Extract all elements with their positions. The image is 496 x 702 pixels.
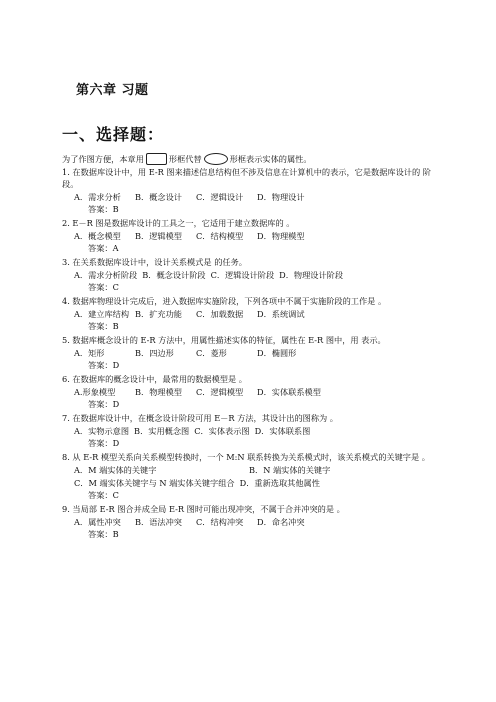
option: D．物理设计阶段 [279,269,344,280]
option: B．四边形 [135,347,174,358]
option: A.形象模型 [74,386,116,397]
answer: 答案：D [88,399,120,409]
answer: 答案：D [88,360,120,370]
ellipse-shape-icon [204,153,228,165]
option-row [62,476,440,489]
question-stem: 8. 从 E-R 模型关系向关系模型转换时，一个 M:N 联系转换为关系模式时，该关系模式的关键字是 。 [62,452,430,462]
question-stem: 5. 数据库概念设计的 E-R 方法中，用属性描述实体的特征，属性在 E-R 图中，用 表示。 [62,335,386,345]
option: D．实体联系图 [254,425,311,436]
answer: 答案：A [88,243,119,253]
option-row [62,385,440,398]
option: B．语法冲突 [135,516,182,527]
option: C．M 端实体关键字与 N 端实体关键字组合 [74,477,235,488]
option: A．矩形 [74,347,105,358]
question-stem: 9. 当局部 E-R 图合并成全局 E-R 图时可能出现冲突，不属于合并冲突的是 。 [62,504,345,514]
option: C．结构模型 [196,230,244,241]
option-row [62,268,440,281]
answer: 答案：C [88,490,119,500]
option-row [62,463,440,476]
option: B．物理模型 [135,386,182,397]
option: A．属性冲突 [74,516,121,527]
option: B．实用概念图 [134,425,190,436]
intro-line [62,153,440,165]
option: D．重新选取其他属性 [239,477,320,488]
rectangle-shape-icon [146,153,167,165]
option-row [62,424,440,437]
intro-text: 为了作图方便，本章用 [62,154,144,164]
option: A．建立库结构 [74,308,130,319]
option: B．概念设计阶段 [142,269,206,280]
chapter-title: 第六章 习题 [76,83,149,98]
option: B．逻辑模型 [135,230,182,241]
option: D．物理模型 [257,230,305,241]
answer: 答案：B [88,204,119,214]
option-row [62,229,440,242]
option: A．实物示意图 [74,425,130,436]
option-row [62,307,440,320]
option: A．需求分析 [74,191,121,202]
answer: 答案：C [88,282,119,292]
option: D．物理设计 [257,191,305,202]
option: D．椭圆形 [257,347,297,358]
question-item [62,334,440,372]
option: D．实体联系模型 [257,386,321,397]
intro-text: 形框表示实体的属性。 [229,154,312,164]
question-item [62,166,440,216]
question-stem: 2. E－R 图是数据库设计的工具之一，它适用于建立数据库的 。 [62,218,295,228]
question-item [62,256,440,294]
answer: 答案：B [88,529,119,539]
option: B．N 端实体的关键字 [249,464,331,475]
option: A．需求分析阶段 [74,269,138,280]
section-title: 一、选择题： [62,125,165,144]
answer: 答案：B [88,321,119,331]
question-item [62,217,440,255]
option: C．结构冲突 [196,516,244,527]
question-stem: 1. 在数据库设计中，用 E-R 图来描述信息结构但不涉及信息在计算机中的表示，它是数据库设计的 阶段。 [62,167,431,189]
question-list [62,153,440,541]
question-item [62,412,440,450]
question-item [62,295,440,333]
question-item [62,503,440,541]
option-row [62,190,440,203]
intro-text: 形框代替 [168,154,202,164]
option: C．逻辑设计阶段 [210,269,275,280]
option: C．菱形 [196,347,227,358]
question-item [62,373,440,411]
option: A．M 端实体的关键字 [74,464,157,475]
option: D．命名冲突 [257,516,305,527]
question-stem: 6. 在数据库的概念设计中，最常用的数据模型是 。 [62,374,247,384]
question-stem: 7. 在数据库设计中，在概念设计阶段可用 E－R 方法，其设计出的图称为 。 [62,413,338,423]
option: B．概念设计 [135,191,182,202]
question-stem: 3. 在关系数据库设计中，设计关系模式是 的任务。 [62,257,247,267]
option: B．扩充功能 [135,308,182,319]
option-row [62,346,440,359]
option: C．逻辑模型 [196,386,244,397]
question-item [62,451,440,502]
question-stem: 4. 数据库物理设计完成后，进入数据库实施阶段，下列各项中不属于实施阶段的工作是 。 [62,296,387,306]
option: C．加载数据 [196,308,244,319]
option: A．概念模型 [74,230,121,241]
option: D．系统调试 [257,308,305,319]
option-row [62,515,440,528]
option: C．实体表示图 [194,425,250,436]
answer: 答案：D [88,438,120,448]
option: C．逻辑设计 [196,191,244,202]
